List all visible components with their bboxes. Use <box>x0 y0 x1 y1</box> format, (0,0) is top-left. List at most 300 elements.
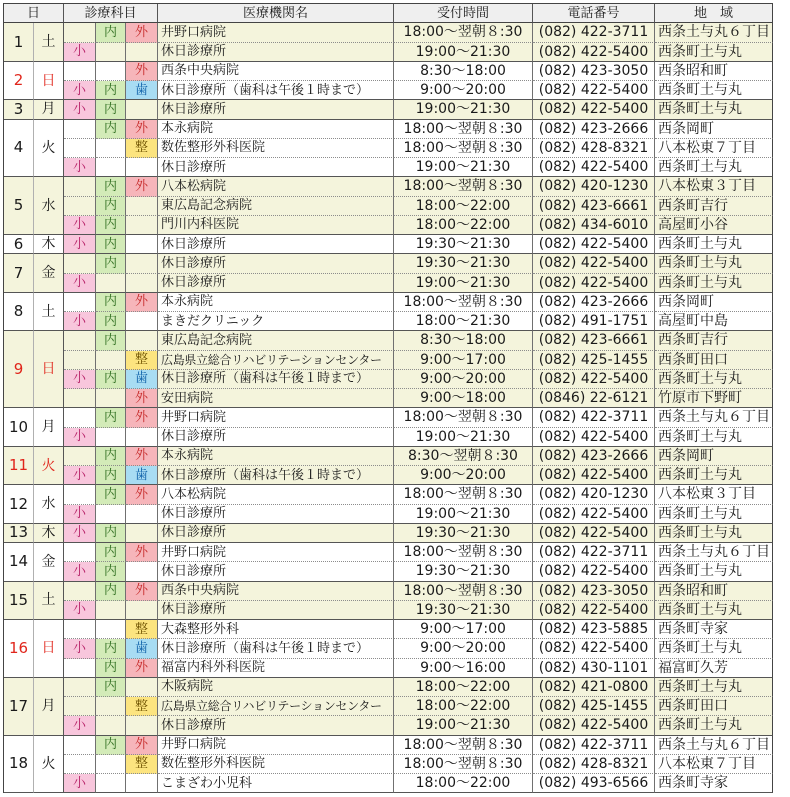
area: 八本松東３丁目 <box>655 485 773 504</box>
area: 西条岡町 <box>655 447 773 466</box>
institution-name: 門川内科医院 <box>158 216 394 235</box>
date-number: 10 <box>4 408 34 447</box>
reception-hours: 19:00～21:30 <box>394 428 533 447</box>
dept-internal-medicine-badge: 内 <box>96 466 126 485</box>
dept-surgery-badge: 外 <box>126 23 158 42</box>
reception-hours: 9:00～20:00 <box>394 466 533 485</box>
phone-number: (082) 422-5400 <box>533 524 655 543</box>
dept-surgery-badge: 外 <box>126 485 158 504</box>
date-number: 6 <box>4 235 34 254</box>
dept-empty-cell <box>126 43 158 62</box>
area: 八本松東７丁目 <box>655 139 773 158</box>
dept-pediatrics-badge: 小 <box>64 505 96 524</box>
phone-number: (082) 422-5400 <box>533 562 655 581</box>
reception-hours: 19:30～21:30 <box>394 601 533 620</box>
dept-empty-cell <box>126 197 158 216</box>
dept-pediatrics-badge: 小 <box>64 43 96 62</box>
weekday: 金 <box>34 543 64 582</box>
dept-empty-cell <box>126 524 158 543</box>
dept-empty-cell <box>96 716 126 735</box>
reception-hours: 18:00～翌朝８:30 <box>394 293 533 312</box>
area: 西条町吉行 <box>655 331 773 350</box>
area: 八本松東７丁目 <box>655 755 773 774</box>
phone-number: (082) 422-5400 <box>533 254 655 273</box>
dept-surgery-badge: 外 <box>126 177 158 196</box>
institution-name: こまざわ小児科 <box>158 774 394 793</box>
dept-empty-cell <box>126 216 158 235</box>
phone-number: (082) 420-1230 <box>533 485 655 504</box>
dept-empty-cell <box>126 716 158 735</box>
phone-number: (082) 425-1455 <box>533 351 655 370</box>
weekday: 日 <box>34 62 64 101</box>
dept-empty-cell <box>64 293 96 312</box>
dept-pediatrics-badge: 小 <box>64 370 96 389</box>
dept-internal-medicine-badge: 内 <box>96 543 126 562</box>
dept-dental-badge: 歯 <box>126 466 158 485</box>
weekday: 木 <box>34 235 64 254</box>
area: 西条町土与丸 <box>655 466 773 485</box>
dept-empty-cell <box>126 601 158 620</box>
dept-surgery-badge: 外 <box>126 582 158 601</box>
dept-empty-cell <box>96 389 126 408</box>
dept-orthopedics-badge: 整 <box>126 139 158 158</box>
weekday: 月 <box>34 100 64 119</box>
weekday: 日 <box>34 620 64 678</box>
dept-empty-cell <box>64 197 96 216</box>
phone-number: (082) 423-3050 <box>533 62 655 81</box>
reception-hours: 19:00～21:30 <box>394 274 533 293</box>
area: 西条町土与丸 <box>655 639 773 658</box>
dept-empty-cell <box>64 254 96 273</box>
dept-dental-badge: 歯 <box>126 81 158 100</box>
dept-surgery-badge: 外 <box>126 543 158 562</box>
dept-internal-medicine-badge: 内 <box>96 120 126 139</box>
institution-name: 休日診療所（歯科は午後１時まで） <box>158 370 394 389</box>
date-number: 2 <box>4 62 34 101</box>
institution-name: 井野口病院 <box>158 23 394 42</box>
phone-number: (082) 422-3711 <box>533 736 655 755</box>
reception-hours: 19:30～21:30 <box>394 235 533 254</box>
phone-number: (082) 423-6661 <box>533 197 655 216</box>
phone-number: (082) 422-5400 <box>533 466 655 485</box>
institution-name: 休日診療所 <box>158 524 394 543</box>
reception-hours: 19:00～21:30 <box>394 505 533 524</box>
weekday: 火 <box>34 736 64 794</box>
phone-number: (0846) 22-6121 <box>533 389 655 408</box>
dept-dental-badge: 歯 <box>126 639 158 658</box>
area: 西条土与丸６丁目 <box>655 23 773 42</box>
phone-number: (082) 428-8321 <box>533 139 655 158</box>
institution-name: 井野口病院 <box>158 543 394 562</box>
institution-name: 休日診療所 <box>158 235 394 254</box>
institution-name: 井野口病院 <box>158 408 394 427</box>
area: 西条町土与丸 <box>655 81 773 100</box>
phone-number: (082) 422-5400 <box>533 158 655 177</box>
date-number: 14 <box>4 543 34 582</box>
reception-hours: 18:00～翌朝８:30 <box>394 543 533 562</box>
reception-hours: 18:00～21:30 <box>394 312 533 331</box>
area: 西条町土与丸 <box>655 678 773 697</box>
dept-surgery-badge: 外 <box>126 408 158 427</box>
reception-hours: 18:00～22:00 <box>394 197 533 216</box>
phone-number: (082) 430-1101 <box>533 659 655 678</box>
institution-name: 休日診療所 <box>158 562 394 581</box>
dept-pediatrics-badge: 小 <box>64 466 96 485</box>
area: 西条昭和町 <box>655 582 773 601</box>
dept-internal-medicine-badge: 内 <box>96 254 126 273</box>
dept-empty-cell <box>64 408 96 427</box>
reception-hours: 18:00～翌朝８:30 <box>394 177 533 196</box>
institution-name: 広島県立総合リハビリテーションセンター <box>158 351 394 370</box>
institution-name: 福富内科外科医院 <box>158 659 394 678</box>
institution-name: 西条中央病院 <box>158 582 394 601</box>
institution-name: 木阪病院 <box>158 678 394 697</box>
dept-internal-medicine-badge: 内 <box>96 235 126 254</box>
dept-empty-cell <box>96 697 126 716</box>
area: 西条町土与丸 <box>655 370 773 389</box>
date-number: 16 <box>4 620 34 678</box>
dept-empty-cell <box>96 428 126 447</box>
reception-hours: 18:00～翌朝８:30 <box>394 23 533 42</box>
phone-number: (082) 423-2666 <box>533 447 655 466</box>
reception-hours: 18:00～翌朝８:30 <box>394 582 533 601</box>
dept-empty-cell <box>64 62 96 81</box>
header-departments: 診療科目 <box>64 4 158 23</box>
dept-empty-cell <box>96 139 126 158</box>
dept-empty-cell <box>126 312 158 331</box>
institution-name: 本永病院 <box>158 447 394 466</box>
reception-hours: 19:00～21:30 <box>394 100 533 119</box>
area: 西条町土与丸 <box>655 562 773 581</box>
dept-empty-cell <box>126 562 158 581</box>
dept-empty-cell <box>64 23 96 42</box>
weekday: 土 <box>34 582 64 621</box>
dept-empty-cell <box>126 331 158 350</box>
area: 西条町吉行 <box>655 197 773 216</box>
dept-empty-cell <box>126 428 158 447</box>
institution-name: 数佐整形外科医院 <box>158 139 394 158</box>
dept-pediatrics-badge: 小 <box>64 216 96 235</box>
dept-empty-cell <box>96 601 126 620</box>
dept-pediatrics-badge: 小 <box>64 274 96 293</box>
institution-name: 休日診療所 <box>158 601 394 620</box>
phone-number: (082) 434-6010 <box>533 216 655 235</box>
reception-hours: 18:00～翌朝８:30 <box>394 408 533 427</box>
dept-empty-cell <box>64 331 96 350</box>
dept-pediatrics-badge: 小 <box>64 81 96 100</box>
area: 西条町寺家 <box>655 774 773 793</box>
phone-number: (082) 423-2666 <box>533 293 655 312</box>
reception-hours: 9:00～17:00 <box>394 351 533 370</box>
weekday: 水 <box>34 177 64 235</box>
dept-empty-cell <box>64 389 96 408</box>
reception-hours: 8:30～18:00 <box>394 62 533 81</box>
phone-number: (082) 422-3711 <box>533 543 655 562</box>
area: 西条町土与丸 <box>655 716 773 735</box>
dept-pediatrics-badge: 小 <box>64 100 96 119</box>
area: 西条町土与丸 <box>655 428 773 447</box>
dept-empty-cell <box>96 43 126 62</box>
reception-hours: 18:00～翌朝８:30 <box>394 120 533 139</box>
phone-number: (082) 428-8321 <box>533 755 655 774</box>
phone-number: (082) 422-5400 <box>533 505 655 524</box>
dept-empty-cell <box>96 351 126 370</box>
reception-hours: 19:30～21:30 <box>394 524 533 543</box>
reception-hours: 9:00～16:00 <box>394 659 533 678</box>
dept-internal-medicine-badge: 内 <box>96 331 126 350</box>
phone-number: (082) 422-5400 <box>533 639 655 658</box>
area: 西条町土与丸 <box>655 43 773 62</box>
institution-name: 東広島記念病院 <box>158 331 394 350</box>
dept-internal-medicine-badge: 内 <box>96 197 126 216</box>
weekday: 水 <box>34 485 64 524</box>
dept-internal-medicine-badge: 内 <box>96 736 126 755</box>
institution-name: 休日診療所 <box>158 100 394 119</box>
dept-empty-cell <box>96 755 126 774</box>
dept-pediatrics-badge: 小 <box>64 562 96 581</box>
phone-number: (082) 422-5400 <box>533 428 655 447</box>
dept-internal-medicine-badge: 内 <box>96 582 126 601</box>
dept-empty-cell <box>126 235 158 254</box>
reception-hours: 18:00～22:00 <box>394 697 533 716</box>
phone-number: (082) 422-3711 <box>533 408 655 427</box>
institution-name: 大森整形外科 <box>158 620 394 639</box>
institution-name: 休日診療所（歯科は午後１時まで） <box>158 639 394 658</box>
dept-empty-cell <box>64 543 96 562</box>
dept-internal-medicine-badge: 内 <box>96 293 126 312</box>
header-area: 地 域 <box>655 4 773 23</box>
dept-surgery-badge: 外 <box>126 447 158 466</box>
phone-number: (082) 422-5400 <box>533 601 655 620</box>
phone-number: (082) 491-1751 <box>533 312 655 331</box>
date-number: 4 <box>4 120 34 178</box>
header-phone: 電話番号 <box>533 4 655 23</box>
area: 高屋町中島 <box>655 312 773 331</box>
date-number: 7 <box>4 254 34 293</box>
dept-empty-cell <box>126 505 158 524</box>
institution-name: 本永病院 <box>158 293 394 312</box>
dept-internal-medicine-badge: 内 <box>96 370 126 389</box>
area: 西条岡町 <box>655 293 773 312</box>
header-institution: 医療機関名 <box>158 4 394 23</box>
dept-internal-medicine-badge: 内 <box>96 23 126 42</box>
dept-internal-medicine-badge: 内 <box>96 312 126 331</box>
dept-empty-cell <box>64 697 96 716</box>
phone-number: (082) 422-5400 <box>533 100 655 119</box>
institution-name: 休日診療所（歯科は午後１時まで） <box>158 81 394 100</box>
institution-name: 井野口病院 <box>158 736 394 755</box>
reception-hours: 19:00～21:30 <box>394 158 533 177</box>
area: 西条土与丸６丁目 <box>655 736 773 755</box>
institution-name: 数佐整形外科医院 <box>158 755 394 774</box>
institution-name: 休日診療所 <box>158 254 394 273</box>
reception-hours: 9:00～20:00 <box>394 639 533 658</box>
area: 西条町田口 <box>655 697 773 716</box>
dept-empty-cell <box>64 678 96 697</box>
date-number: 11 <box>4 447 34 486</box>
dept-pediatrics-badge: 小 <box>64 716 96 735</box>
dept-pediatrics-badge: 小 <box>64 428 96 447</box>
schedule-table <box>3 3 773 793</box>
date-number: 17 <box>4 678 34 736</box>
area: 西条町土与丸 <box>655 505 773 524</box>
area: 西条町土与丸 <box>655 235 773 254</box>
area: 西条昭和町 <box>655 62 773 81</box>
reception-hours: 18:00～22:00 <box>394 216 533 235</box>
dept-internal-medicine-badge: 内 <box>96 177 126 196</box>
header-hours: 受付時間 <box>394 4 533 23</box>
dept-internal-medicine-badge: 内 <box>96 678 126 697</box>
phone-number: (082) 420-1230 <box>533 177 655 196</box>
date-number: 15 <box>4 582 34 621</box>
phone-number: (082) 423-6661 <box>533 331 655 350</box>
institution-name: 広島県立総合リハビリテーションセンター <box>158 697 394 716</box>
dept-empty-cell <box>64 139 96 158</box>
dept-internal-medicine-badge: 内 <box>96 408 126 427</box>
reception-hours: 9:00～18:00 <box>394 389 533 408</box>
date-number: 12 <box>4 485 34 524</box>
reception-hours: 9:00～20:00 <box>394 81 533 100</box>
phone-number: (082) 423-5885 <box>533 620 655 639</box>
reception-hours: 18:00～翌朝８:30 <box>394 755 533 774</box>
dept-empty-cell <box>64 755 96 774</box>
reception-hours: 8:30～翌朝８:30 <box>394 447 533 466</box>
date-number: 8 <box>4 293 34 332</box>
dept-pediatrics-badge: 小 <box>64 312 96 331</box>
dept-surgery-badge: 外 <box>126 62 158 81</box>
dept-empty-cell <box>126 100 158 119</box>
dept-empty-cell <box>126 158 158 177</box>
institution-name: 休日診療所 <box>158 158 394 177</box>
dept-internal-medicine-badge: 内 <box>96 562 126 581</box>
dept-empty-cell <box>64 120 96 139</box>
dept-pediatrics-badge: 小 <box>64 524 96 543</box>
phone-number: (082) 422-5400 <box>533 235 655 254</box>
area: 竹原市下野町 <box>655 389 773 408</box>
weekday: 木 <box>34 524 64 543</box>
dept-empty-cell <box>64 447 96 466</box>
area: 西条町土与丸 <box>655 601 773 620</box>
weekday: 月 <box>34 408 64 447</box>
dept-internal-medicine-badge: 内 <box>96 81 126 100</box>
phone-number: (082) 423-3050 <box>533 582 655 601</box>
dept-pediatrics-badge: 小 <box>64 601 96 620</box>
area: 西条町土与丸 <box>655 100 773 119</box>
reception-hours: 19:00～21:30 <box>394 716 533 735</box>
weekday: 日 <box>34 331 64 408</box>
institution-name: 本永病院 <box>158 120 394 139</box>
reception-hours: 18:00～22:00 <box>394 678 533 697</box>
phone-number: (082) 493-6566 <box>533 774 655 793</box>
dept-surgery-badge: 外 <box>126 293 158 312</box>
reception-hours: 19:00～21:30 <box>394 43 533 62</box>
institution-name: まきだクリニック <box>158 312 394 331</box>
area: 西条土与丸６丁目 <box>655 408 773 427</box>
dept-empty-cell <box>126 774 158 793</box>
dept-empty-cell <box>64 659 96 678</box>
dept-empty-cell <box>126 274 158 293</box>
dept-empty-cell <box>64 177 96 196</box>
institution-name: 東広島記念病院 <box>158 197 394 216</box>
phone-number: (082) 422-5400 <box>533 716 655 735</box>
phone-number: (082) 422-5400 <box>533 274 655 293</box>
dept-pediatrics-badge: 小 <box>64 774 96 793</box>
weekday: 土 <box>34 23 64 62</box>
dept-empty-cell <box>64 485 96 504</box>
area: 西条町土与丸 <box>655 254 773 273</box>
institution-name: 八本松病院 <box>158 177 394 196</box>
dept-empty-cell <box>96 774 126 793</box>
dept-internal-medicine-badge: 内 <box>96 216 126 235</box>
date-number: 9 <box>4 331 34 408</box>
dept-empty-cell <box>96 62 126 81</box>
area: 西条町寺家 <box>655 620 773 639</box>
header-date: 日 <box>4 4 64 23</box>
area: 西条町田口 <box>655 351 773 370</box>
reception-hours: 9:00～17:00 <box>394 620 533 639</box>
area: 西条町土与丸 <box>655 158 773 177</box>
weekday: 月 <box>34 678 64 736</box>
institution-name: 休日診療所 <box>158 505 394 524</box>
dept-orthopedics-badge: 整 <box>126 620 158 639</box>
reception-hours: 18:00～翌朝８:30 <box>394 139 533 158</box>
weekday: 土 <box>34 293 64 332</box>
dept-empty-cell <box>126 254 158 273</box>
reception-hours: 18:00～翌朝８:30 <box>394 485 533 504</box>
institution-name: 休日診療所 <box>158 428 394 447</box>
phone-number: (082) 421-0800 <box>533 678 655 697</box>
date-number: 5 <box>4 177 34 235</box>
dept-empty-cell <box>64 351 96 370</box>
weekday: 金 <box>34 254 64 293</box>
area: 八本松東３丁目 <box>655 177 773 196</box>
weekday: 火 <box>34 120 64 178</box>
reception-hours: 19:30～21:30 <box>394 254 533 273</box>
institution-name: 西条中央病院 <box>158 62 394 81</box>
dept-surgery-badge: 外 <box>126 120 158 139</box>
dept-empty-cell <box>96 620 126 639</box>
dept-empty-cell <box>64 620 96 639</box>
phone-number: (082) 423-2666 <box>533 120 655 139</box>
dept-empty-cell <box>96 505 126 524</box>
institution-name: 休日診療所 <box>158 274 394 293</box>
phone-number: (082) 425-1455 <box>533 697 655 716</box>
dept-orthopedics-badge: 整 <box>126 351 158 370</box>
area: 西条土与丸６丁目 <box>655 543 773 562</box>
dept-empty-cell <box>96 274 126 293</box>
phone-number: (082) 422-5400 <box>533 370 655 389</box>
dept-orthopedics-badge: 整 <box>126 697 158 716</box>
institution-name: 休日診療所（歯科は午後１時まで） <box>158 466 394 485</box>
institution-name: 休日診療所 <box>158 43 394 62</box>
phone-number: (082) 422-5400 <box>533 81 655 100</box>
institution-name: 休日診療所 <box>158 716 394 735</box>
reception-hours: 19:30～21:30 <box>394 562 533 581</box>
area: 西条町土与丸 <box>655 274 773 293</box>
dept-empty-cell <box>64 736 96 755</box>
dept-internal-medicine-badge: 内 <box>96 524 126 543</box>
phone-number: (082) 422-5400 <box>533 43 655 62</box>
phone-number: (082) 422-3711 <box>533 23 655 42</box>
dept-empty-cell <box>96 158 126 177</box>
dept-internal-medicine-badge: 内 <box>96 485 126 504</box>
reception-hours: 18:00～翌朝８:30 <box>394 736 533 755</box>
dept-internal-medicine-badge: 内 <box>96 659 126 678</box>
dept-dental-badge: 歯 <box>126 370 158 389</box>
area: 福富町久芳 <box>655 659 773 678</box>
date-number: 13 <box>4 524 34 543</box>
reception-hours: 18:00～22:00 <box>394 774 533 793</box>
